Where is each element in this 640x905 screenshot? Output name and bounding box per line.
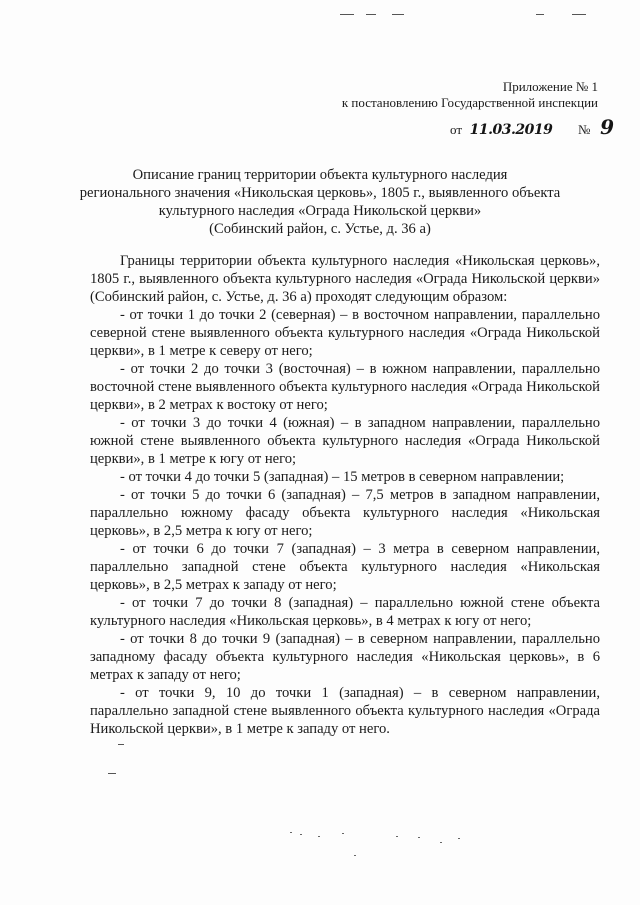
scan-mark <box>354 855 356 856</box>
scan-mark <box>392 14 404 15</box>
body-line: - от точки 4 до точки 5 (западная) – 15 метров в северном направлении; <box>120 469 565 485</box>
body-line: северной стене выявленного объекта культурного наследия «Ограда Никольской <box>90 325 600 341</box>
body-line: - от точки 1 до точки 2 (северная) – в восточном направлении, параллельно <box>120 307 600 323</box>
body-line: - от точки 6 до точки 7 (западная) – 3 метра в северном направлении, <box>120 541 600 557</box>
body-line: церковь», в 2,5 метрах к западу от него; <box>90 577 337 593</box>
scan-mark <box>108 773 116 774</box>
body-line: - от точки 9, 10 до точки 1 (западная) – в северном направлении, <box>120 685 600 701</box>
title-line-3: культурного наследия «Ограда Никольской церкви» <box>158 203 482 219</box>
number-prefix: № <box>578 122 591 137</box>
scan-mark <box>340 14 354 15</box>
scan-mark <box>536 14 544 15</box>
body-line: параллельно западной стене выявленного объекта культурного наследия «Ограда <box>90 703 600 719</box>
scan-mark <box>418 837 420 838</box>
body-line: Никольской церкви», в 1 метре к западу от него. <box>90 721 390 737</box>
appendix-date-row <box>450 115 614 139</box>
scan-mark <box>290 832 292 833</box>
scan-mark <box>318 836 320 837</box>
scan-mark <box>572 14 586 15</box>
body-line: - от точки 2 до точки 3 (восточная) – в южном направлении, параллельно <box>120 361 600 377</box>
date-value: 11.03.2019 <box>469 122 553 138</box>
body-line: церковь», в 2,5 метра к югу от него; <box>90 523 313 539</box>
date-prefix: от <box>450 122 463 137</box>
appendix-number: Приложение № 1 <box>502 79 598 94</box>
title-line-4: (Собинский район, с. Устье, д. 36 а) <box>209 221 431 237</box>
title-line-2: регионального значения «Никольская церковь», 1805 г., выявленного объекта <box>79 185 561 201</box>
body-line: Границы территории объекта культурного наследия «Никольская церковь», <box>120 253 600 269</box>
scan-mark <box>300 834 302 835</box>
body-line: метрах к западу от него; <box>90 667 241 683</box>
scan-mark <box>342 833 344 834</box>
body-line: культурного наследия «Никольская церковь», в 4 метрах к югу от него; <box>90 613 532 629</box>
body-line: - от точки 3 до точки 4 (южная) – в западном направлении, параллельно <box>120 415 600 431</box>
body-line: (Собинский район, с. Устье, д. 36 а) проходят следующим образом: <box>90 289 508 305</box>
body-line: параллельно западной стене объекта культурного наследия «Никольская <box>90 559 600 575</box>
body-line: церкви», в 2 метрах к востоку от него; <box>90 397 328 413</box>
body-line: южной стене выявленного объекта культурного наследия «Ограда Никольской <box>90 433 600 449</box>
body-line: церкви», в 1 метре к югу от него; <box>90 451 297 467</box>
body-line: - от точки 8 до точки 9 (западная) – в северном направлении, параллельно <box>120 631 600 647</box>
body-line: церкви», в 1 метре к северу от него; <box>90 343 313 359</box>
body-line: западному фасаду объекта культурного наследия «Никольская церковь», в 6 <box>90 649 600 665</box>
appendix-reference: к постановлению Государственной инспекции <box>341 95 598 110</box>
number-value: 9 <box>600 115 614 139</box>
title-line-1: Описание границ территории объекта культурного наследия <box>132 167 508 183</box>
body-line: - от точки 5 до точки 6 (западная) – 7,5 метров в западном направлении, <box>120 487 600 503</box>
scan-mark <box>458 838 460 839</box>
body-line: параллельно южному фасаду объекта культурного наследия «Никольская <box>90 505 600 521</box>
scan-mark <box>396 836 398 837</box>
scan-mark <box>366 14 376 15</box>
body-line: - от точки 7 до точки 8 (западная) – параллельно южной стене объекта <box>120 595 600 611</box>
scan-mark <box>440 842 442 843</box>
body-line: восточной стене выявленного объекта культурного наследия «Ограда Никольской <box>90 379 600 395</box>
body-line: 1805 г., выявленного объекта культурного наследия «Ограда Никольской церкви» <box>90 271 600 287</box>
scan-mark <box>118 744 124 745</box>
